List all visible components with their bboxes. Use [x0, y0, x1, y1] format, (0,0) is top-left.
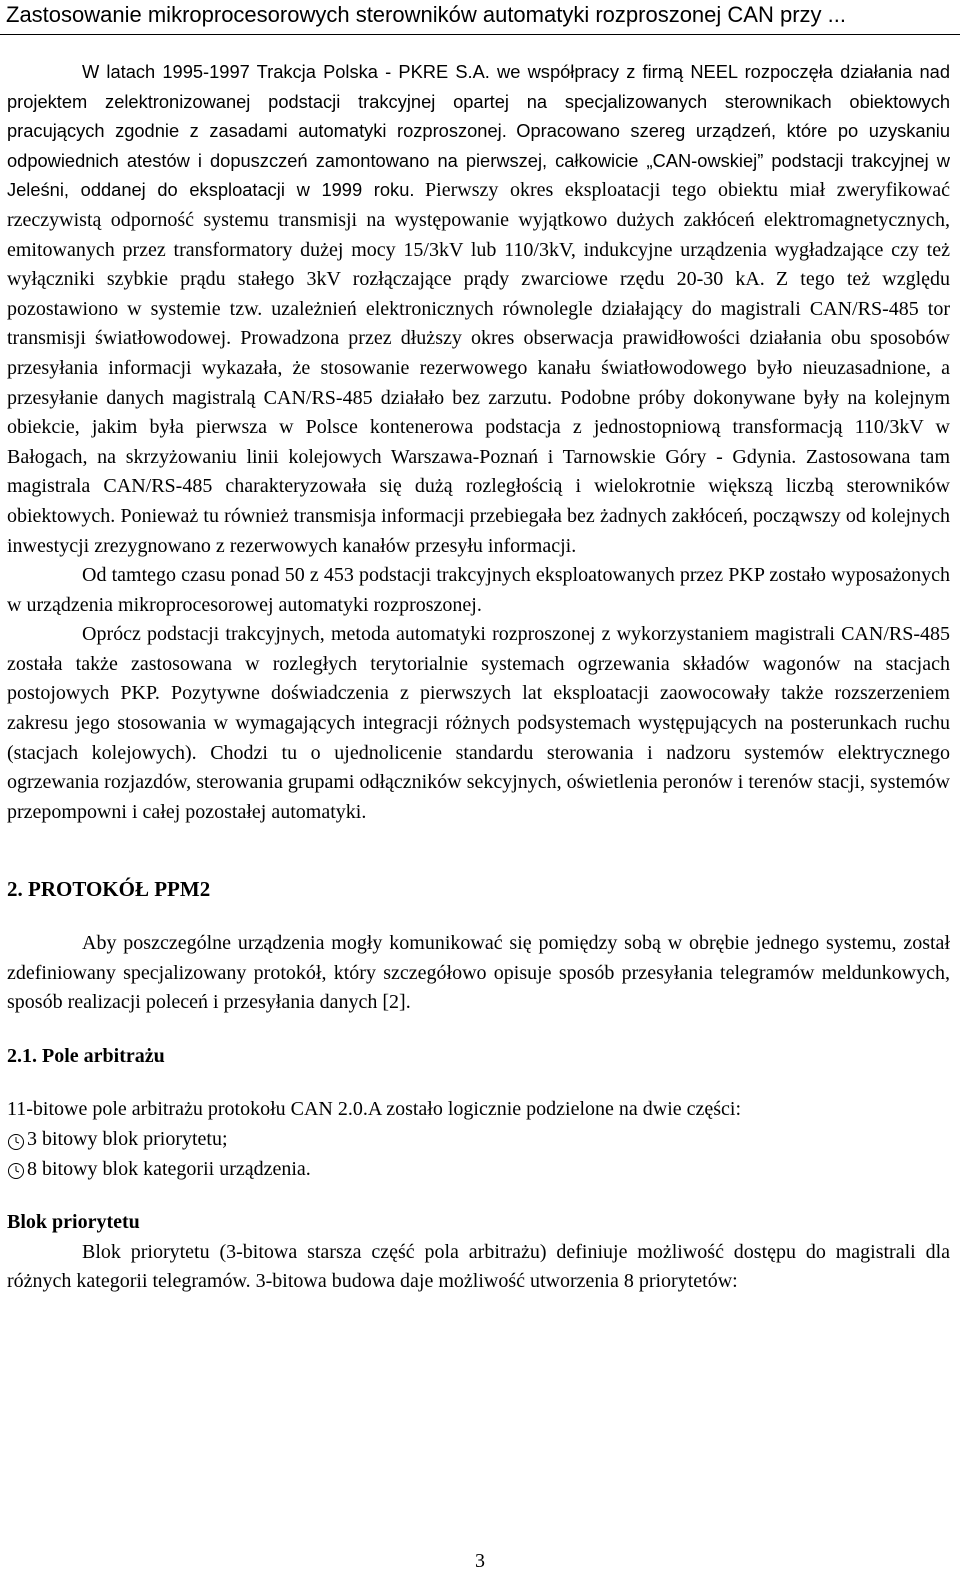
list-item: [7, 1155, 950, 1185]
clock-icon: [7, 1131, 25, 1149]
spacer: [7, 827, 950, 875]
section-2-1-heading: 2.1. Pole arbitrażu: [7, 1044, 165, 1067]
spacer: [7, 1018, 950, 1042]
paragraph-applications: Oprócz podstacji trakcyjnych, metoda automatyki rozproszonej z wykorzystaniem magistrali CAN/RS-485 została także zastosowana w rozległych terytorialnie systemach ogrzewania składów wagonów na stacjach postojowych PKP. Pozytywne doświadczenia z pierwszych lat eksploatacji zaowocowały także rozszerzeniem zakresu jego stosowania w wymagających integracji różnych podsystemach występujących na posterunkach ruchu (stacjach kolejowych). Chodzi tu o ujednolicenie standardu sterowania i nadzoru systemów elektrycznego ogrzewania rozjazdów, sterowania grupami odłączników sekcyjnych, oświetlenia peronów i terenów stacji, systemów przepompowni i całej pozostałej automatyki.: [7, 623, 950, 823]
section-2-body: Aby poszczególne urządzenia mogły komunikować się pomiędzy sobą w obrębie jednego systemu, został zdefiniowany specjalizowany protokół, który szczegółowo opisuje sposób przesyłania telegramów meldunkowych, sposób realizacji poleceń i przesyłania danych [2].: [7, 932, 950, 1014]
list-item-text: 3 bitowy blok priorytetu;: [27, 1128, 228, 1150]
section-2-1-intro: 11-bitowe pole arbitrażu protokołu CAN 2.0.A zostało logicznie podzielone na dwie części:: [7, 1098, 742, 1121]
priority-body: Blok priorytetu (3-bitowa starsza część pola arbitrażu) definiuje możliwość dostępu do magistrali dla różnych kategorii telegramów. 3-bitowa budowa daje możliwość utworzenia 8 priorytetów:: [7, 1240, 950, 1293]
page-body: [7, 57, 950, 1297]
section-2-heading: 2. PROTOKÓŁ PPM2: [7, 877, 211, 902]
spacer: [7, 905, 950, 929]
priority-heading: Blok priorytetu: [7, 1211, 140, 1234]
page-number: 3: [475, 1550, 485, 1572]
list-item: [7, 1125, 950, 1155]
spacer: [7, 1071, 950, 1095]
intro-sentence-4: Z tego też względu pozostawiono w systemie tzw. uzależnień elektronicznych równolegle działający do magistrali CAN/RS-485 tor transmisji światłowodowej. Prowadzona przez dłuższy okres obserwacja prawidłowości działania obu sposobów przesyłania informacji wykazała, że stosowanie rezerwowego kanału światłowodowego było nieuzasadnione, a przesyłanie danych magistralą CAN/RS-485 działało bez zarzutu. Podobne próby dokonywane były na kolejnym obiekcie, jakim była pierwsza w Polsce kontenerowa podstacja z jednostopniową transformacją 110/3kV w Bałogach, na skrzyżowaniu linii kolejowych Warszawa-Poznań i Tarnowskie Góry - Gdynia. Zastosowana tam magistrala CAN/RS-485 charakteryzowała się dużą rozległością i wielokrotnie większą liczbą sterowników obiektowych. Ponieważ tu również transmisja informacji przebiegała bez żadnych zakłóceń, począwszy od kolejnych inwestycji zrezygnowano z rezerwowych kanałów przesyłu informacji.: [7, 268, 951, 557]
running-header-title: Zastosowanie mikroprocesorowych sterowników automatyki rozproszonej CAN przy ...: [6, 2, 846, 27]
intro-paragraph: [7, 57, 950, 561]
spacer: [7, 1184, 950, 1208]
intro-sentence-1: W latach 1995-1997 Trakcja Polska - PKRE S.A. we współpracy z firmą NEEL rozpoczęła działania nad projektem zelektronizowanej podstacji trakcyjnej opartej na specjalizowanych sterownikach obiektowych pracujących zgodnie z zasadami automatyki rozproszonej.: [7, 61, 950, 142]
clock-icon: [7, 1160, 25, 1178]
intro-sentence-2: Opracowano szereg urządzeń, które po uzyskaniu odpowiednich atestów i dopuszczeń zamontowano na pierwszej, całkowicie „CAN-owskiej” podstacji trakcyjnej w Jeleśni, oddanej do eksploatacji w 1999 roku.: [7, 120, 950, 201]
list-item-text: 8 bitowy blok kategorii urządzenia.: [27, 1157, 311, 1180]
intro-sentence-3: Pierwszy okres eksploatacji tego obiektu miał zweryfikować rzeczywistą odporność systemu transmisji na występowanie wyjątkowo dużych zakłóceń elektromagnetycznych, emitowanych przez transformatory dużej mocy 15/3kV lub 110/3kV, indukcyjne urządzenia wygładzające czy też wyłączniki szybkie prądu stałego 3kV rozłączające prądy zwarciowe rzędu 20-30 kA.: [7, 179, 950, 291]
paragraph-stations: Od tamtego czasu ponad 50 z 453 podstacji trakcyjnych eksploatowanych przez PKP zostało wyposażonych w urządzenia mikroprocesorowej automatyki rozproszonej.: [7, 564, 950, 616]
header-divider: [0, 34, 960, 35]
